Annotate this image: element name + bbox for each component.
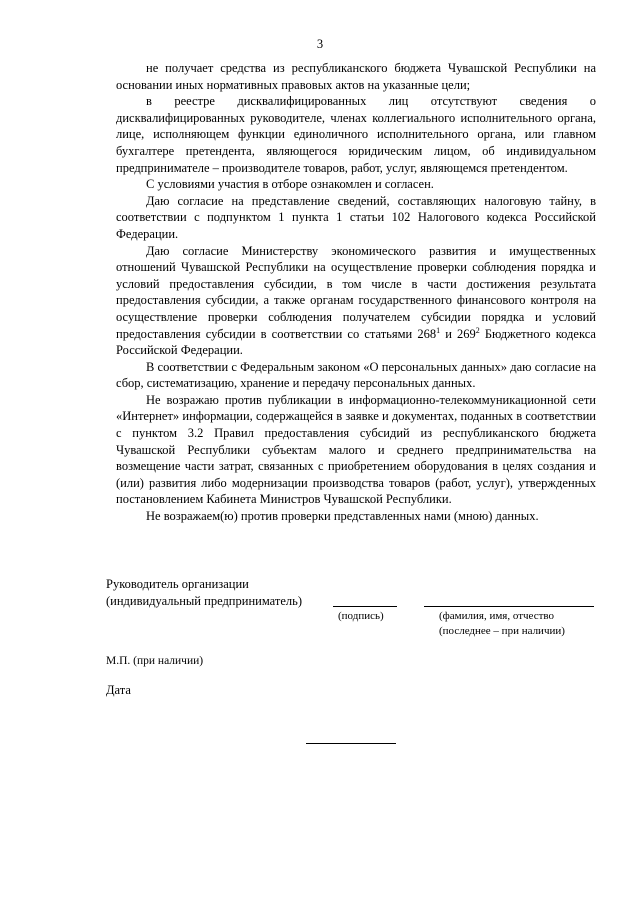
paragraph-verification-consent: Не возражаем(ю) против проверки представленных нами (мною) данных.: [146, 509, 539, 524]
inspection-text-end: Бюджетного кодекса Российской Федерации.: [116, 326, 596, 358]
superscript-1: 1: [436, 325, 441, 335]
inspection-text-start: Даю согласие Министерству экономического развития и имущественных отношений Чувашской Республики на осуществление проверки соблюдения порядка и условий предоставления субсидии, в том числе в части достижения результата предоставления субсидии, а также органам государственного финансового контроля на осуществление проверки соблюдения получателем субсидии порядка и условий предоставления субсидии в соответствии со статьями 268: [116, 243, 596, 341]
document-body: [116, 60, 596, 525]
name-caption: (фамилия, имя, отчество: [439, 610, 555, 622]
paragraph-tax-secret-consent: Даю согласие на представление сведений, составляющих налоговую тайну, в соответствии с подпунктом 1 пункта 1 статьи 102 Налогового кодекса Российской Федерации.: [116, 193, 596, 241]
page-number: 3: [316, 37, 324, 51]
paragraph-no-funds: не получает средства из республиканского бюджета Чувашской Республики на основании иных нормативных правовых актов на указанные цели;: [116, 61, 596, 92]
paragraph-personal-data-consent: В соответствии с Федеральным законом «О персональных данных» даю согласие на сбор, систематизацию, хранение и передачу персональных данных.: [116, 359, 596, 391]
paragraph-publication-consent: Не возражаю против публикации в информационно-телекоммуникационной сети «Интернет» информации, содержащейся в заявке и документах, поданных в соответствии с пунктом 3.2 Правил предоставления субсидий из республиканского бюджета Чувашской Республики субъектам малого и среднего предпринимательства на возмещение части затрат, связанных с приобретением оборудования в целях создания и (или) развития либо модернизации производства товаров (работ, услуг), утвержденных постановлением Кабинета Министров Чувашской Республики.: [116, 392, 596, 507]
signature-line: [333, 606, 397, 607]
superscript-2: 2: [475, 325, 480, 335]
signature-caption: (подпись): [338, 610, 384, 622]
paragraph-inspection-consent: [116, 243, 596, 359]
paragraph-conditions-acknowledged: С условиями участия в отборе ознакомлен и согласен.: [146, 177, 434, 192]
inspection-text-mid: и 269: [440, 326, 476, 341]
date-label: Дата: [106, 683, 131, 697]
name-caption-note: (последнее – при наличии): [439, 625, 565, 637]
end-divider: [306, 743, 396, 744]
signer-title-alt: (индивидуальный предприниматель): [106, 594, 302, 608]
paragraph-disqualified-registry: в реестре дисквалифицированных лиц отсутствуют сведения о дисквалифицированных руководителе, членах коллегиального исполнительного органа, лице, исполняющем функции единоличного исполнительного органа, или главном бухгалтере претендента, являющегося юридическим лицом, об индивидуальном предпринимателе – производителе товаров, работ, услуг, являющемся претендентом.: [116, 94, 596, 175]
signer-title: Руководитель организации: [106, 577, 249, 591]
name-line: [424, 606, 594, 607]
stamp-label: М.П. (при наличии): [106, 655, 204, 667]
